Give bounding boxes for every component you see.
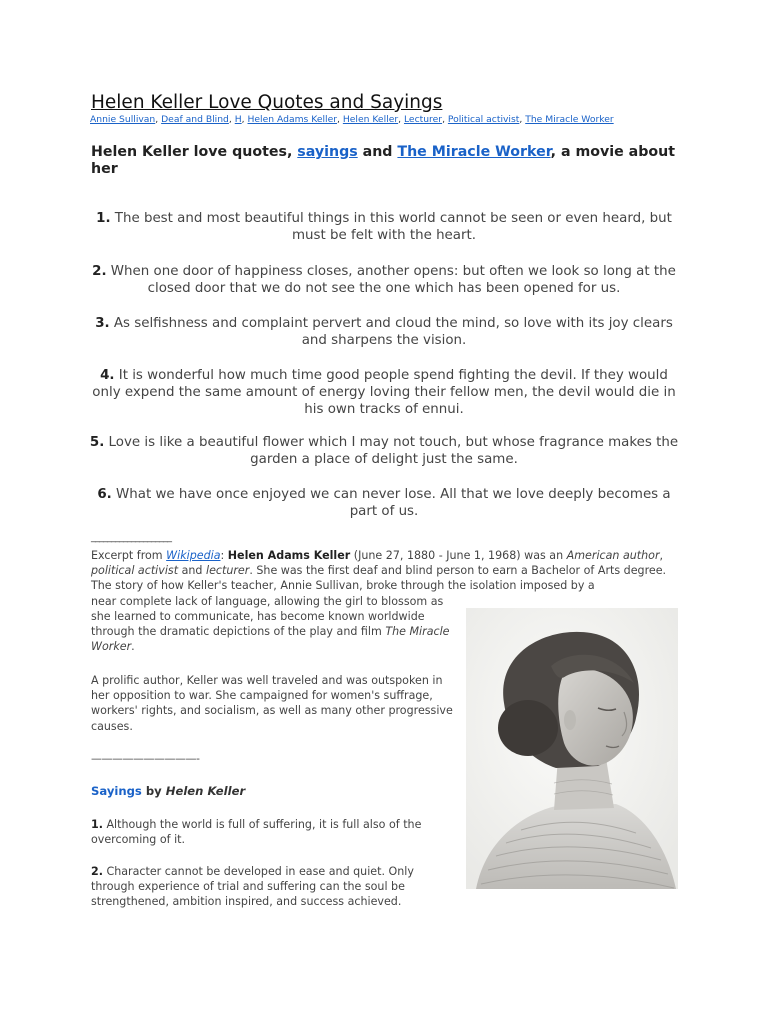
excerpt-italic: American author <box>566 549 660 562</box>
wikipedia-link[interactable] <box>166 549 220 562</box>
excerpt-text: near complete lack of language, allowing the girl to blossom as she learned to communicate, has become known worldwide through the dramatic depictions of the play and film <box>91 594 444 639</box>
saying-number: 1. <box>91 818 103 831</box>
quote-number: 6. <box>97 487 112 502</box>
wikipedia-link-label: Wikipedia <box>166 549 221 562</box>
quote-number: 3. <box>95 316 110 331</box>
quote-text: What we have once enjoyed we can never lose. All that we love deeply becomes a part of us. <box>111 487 671 519</box>
quote-item <box>88 315 680 349</box>
excerpt-italic: political activist <box>91 564 179 578</box>
miracle-worker-link[interactable]: The Miracle Worker <box>397 144 551 160</box>
excerpt-italic: lecturer <box>205 564 250 578</box>
saying-text: Character cannot be developed in ease and quiet. Only through experience of trial and suffering can the soul be strengthened, ambition inspired, and success achieved. <box>91 865 414 909</box>
portrait-photo <box>466 608 678 889</box>
tag-link-political-activist[interactable]: Political activist <box>447 114 520 125</box>
tag-link-lecturer[interactable]: Lecturer <box>403 114 443 125</box>
page-title: Helen Keller Love Quotes and Sayings <box>91 92 443 113</box>
excerpt-wrapped-text <box>91 594 453 655</box>
tag-link-annie-sullivan[interactable]: Annie Sullivan <box>90 114 156 125</box>
excerpt-text: . She was the first deaf and blind person to earn a Bachelor of Arts degree. The story of how Keller's teacher, Annie Sullivan, broke through the isolation imposed by a <box>91 564 667 593</box>
quote-text: As selfishness and complaint pervert and cloud the mind, so love with its joy clears and sharpens the vision. <box>109 316 673 348</box>
heading-text: , a movie about her <box>91 144 676 177</box>
excerpt-text: Excerpt from <box>91 549 167 562</box>
quote-text: The best and most beautiful things in this world cannot be seen or even heard, but must be felt with the heart. <box>110 211 672 243</box>
tag-link-h[interactable]: H <box>234 114 242 125</box>
saying-text: Although the world is full of suffering, it is full also of the overcoming of it. <box>91 818 422 847</box>
quote-item <box>88 367 680 418</box>
quote-item <box>88 210 680 244</box>
bio-paragraph: A prolific author, Keller was well traveled and was outspoken in her opposition to war. She campaigned for women's suffrage, workers' rights, and socialism, as well as many other progressive causes. <box>91 674 453 733</box>
quote-number: 2. <box>92 264 107 279</box>
tag-link-deaf-and-blind[interactable]: Deaf and Blind <box>161 114 229 125</box>
quote-text: When one door of happiness closes, another opens: but often we look so long at the closed door that we do not see the one which has been opened for us. <box>106 264 676 296</box>
portrait-illustration <box>466 608 678 889</box>
divider-line: ____________________ <box>91 532 171 543</box>
divider-dashes: ——————————- <box>91 752 200 765</box>
saying-item <box>91 864 451 910</box>
sayings-heading-link[interactable]: Sayings <box>91 784 142 798</box>
tag-link-helen-adams-keller[interactable]: Helen Adams Keller <box>247 114 338 125</box>
quote-item <box>88 434 680 468</box>
tag-link-helen-keller[interactable]: Helen Keller <box>342 114 399 125</box>
quote-text: It is wonderful how much time good people spend fighting the devil. If they would only expend the same amount of energy loving their fellow men, the devil would die in his own tracks of ennui. <box>92 368 676 417</box>
sayings-author: Helen Keller <box>165 784 246 798</box>
saying-item <box>91 817 451 847</box>
quote-item <box>88 486 680 520</box>
quote-text: Love is like a beautiful flower which I may not touch, but whose fragrance makes the garden a place of delight just the same. <box>104 435 679 467</box>
sayings-heading <box>91 784 245 798</box>
sayings-link[interactable]: sayings <box>297 144 358 160</box>
excerpt-text: : <box>220 549 228 562</box>
excerpt-text: and <box>178 564 206 578</box>
quote-number: 4. <box>100 368 115 383</box>
quote-number: 1. <box>96 211 111 226</box>
sayings-by: by <box>141 784 166 798</box>
saying-number: 2. <box>91 865 103 878</box>
heading-text: Helen Keller love quotes, <box>91 144 298 160</box>
tag-link-the-miracle-worker[interactable]: The Miracle Worker <box>525 114 614 125</box>
subject-name: Helen Adams Keller <box>227 549 351 562</box>
tag-list: Annie Sullivan, Deaf and Blind, H, Helen Adams Keller, Helen Keller, Lecturer, Political activist, The Miracle Worker <box>90 114 614 125</box>
excerpt-text: , <box>659 549 664 562</box>
excerpt-text: . <box>131 640 135 654</box>
heading-text: and <box>357 144 398 160</box>
quote-number: 5. <box>89 435 105 450</box>
quote-item <box>88 263 680 297</box>
excerpt-text: (June 27, 1880 - June 1, 1968) was an <box>350 549 567 562</box>
section-heading <box>91 144 681 178</box>
excerpt-italic: The Miracle Worker <box>91 625 450 654</box>
